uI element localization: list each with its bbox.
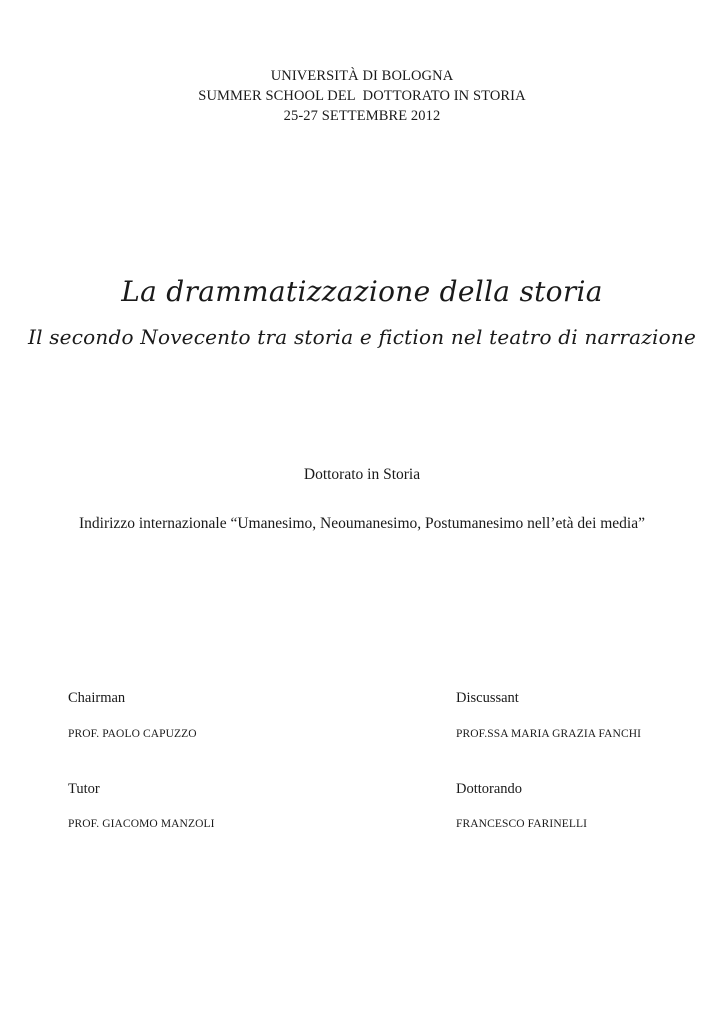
university-name: UNIVERSITÀ DI BOLOGNA [270, 68, 454, 84]
discussant-role-label: Discussant [456, 690, 519, 706]
dottorando-name: FRANCESCO FARINELLI [456, 818, 588, 830]
chairman-name: PROF. PAOLO CAPUZZO [68, 728, 197, 740]
document-subtitle: Il secondo Novecento tra storia e fiction nel teatro di narrazione [27, 325, 697, 349]
tutor-role-label: Tutor [68, 781, 100, 797]
doctoral-program: Dottorato in Storia [303, 466, 421, 483]
discussant-name: PROF.SSA MARIA GRAZIA FANCHI [456, 728, 642, 740]
chairman-role-label: Chairman [68, 690, 126, 706]
school-name: SUMMER SCHOOL DEL DOTTORATO IN STORIA [198, 88, 526, 104]
event-dates: 25-27 SETTEMBRE 2012 [283, 108, 441, 124]
program-address: Indirizzo internazionale “Umanesimo, Neoumanesimo, Postumanesimo nell’età dei media” [79, 515, 645, 532]
document-title: La drammatizzazione della storia [121, 275, 603, 308]
dottorando-role-label: Dottorando [456, 781, 523, 797]
document-header [0, 66, 724, 126]
tutor-name: PROF. GIACOMO MANZOLI [68, 818, 215, 830]
